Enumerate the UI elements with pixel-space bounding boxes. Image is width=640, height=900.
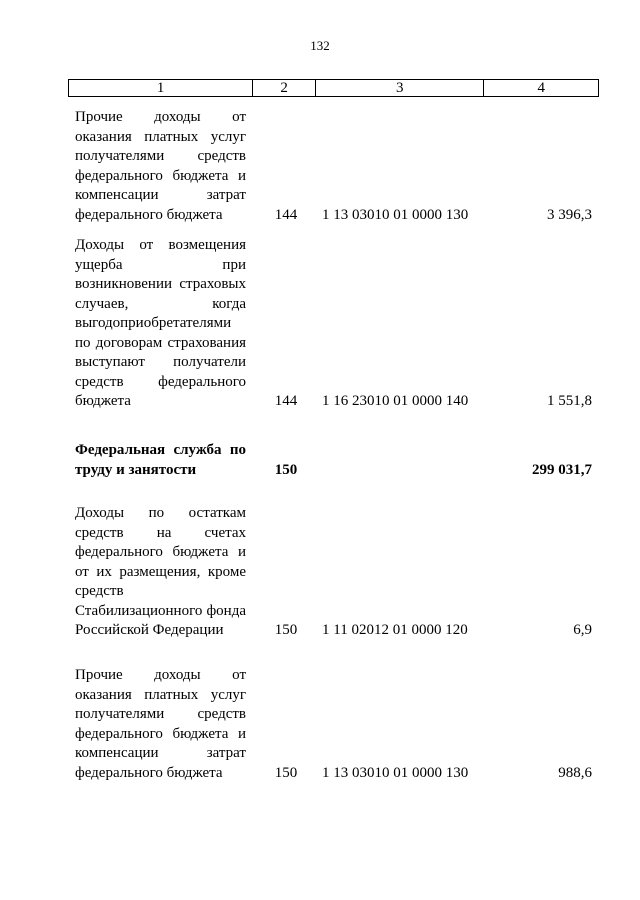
row-name: Доходы от возмещения ущерба при возникновении страховых случаев, когда выгодоприобретателями по договорам страхования выступают получатели средств федерального бюджета (75, 237, 246, 409)
row-kbk: 1 11 02012 01 0000 120 (322, 622, 468, 638)
row-name: Прочие доходы от оказания платных услуг получателями средств федерального бюджета и компенсации затрат федерального бюджета (75, 667, 246, 781)
row-code: 150 (274, 461, 298, 478)
header-col-1: 1 (69, 80, 253, 96)
row-amount: 299 031,7 (532, 461, 592, 478)
row-amount: 1 551,8 (547, 393, 592, 409)
header-col-2: 2 (253, 80, 316, 96)
row-code: 144 (274, 393, 298, 409)
row-code: 144 (274, 206, 298, 223)
row-name: Доходы по остаткам средств на счетах федерального бюджета и от их размещения, кроме средств Стабилизационного фонда Российской Федерации (75, 505, 246, 638)
row-name: Федеральная служба по труду и занятости (75, 442, 246, 478)
row-kbk: 1 13 03010 01 0000 130 (322, 764, 469, 781)
table-header (68, 79, 599, 97)
row-name: Прочие доходы от оказания платных услуг получателями средств федерального бюджета и компенсации затрат федерального бюджета (75, 109, 246, 223)
row-code: 150 (274, 764, 298, 781)
row-amount: 3 396,3 (547, 206, 592, 223)
row-amount: 988,6 (558, 764, 592, 781)
row-kbk: 1 13 03010 01 0000 130 (322, 206, 469, 223)
header-col-3: 3 (316, 80, 484, 96)
row-kbk: 1 16 23010 01 0000 140 (322, 393, 469, 409)
row-code: 150 (274, 622, 298, 638)
row-amount: 6,9 (573, 622, 592, 638)
header-col-4: 4 (537, 80, 545, 96)
page-number: 132 (310, 38, 330, 53)
